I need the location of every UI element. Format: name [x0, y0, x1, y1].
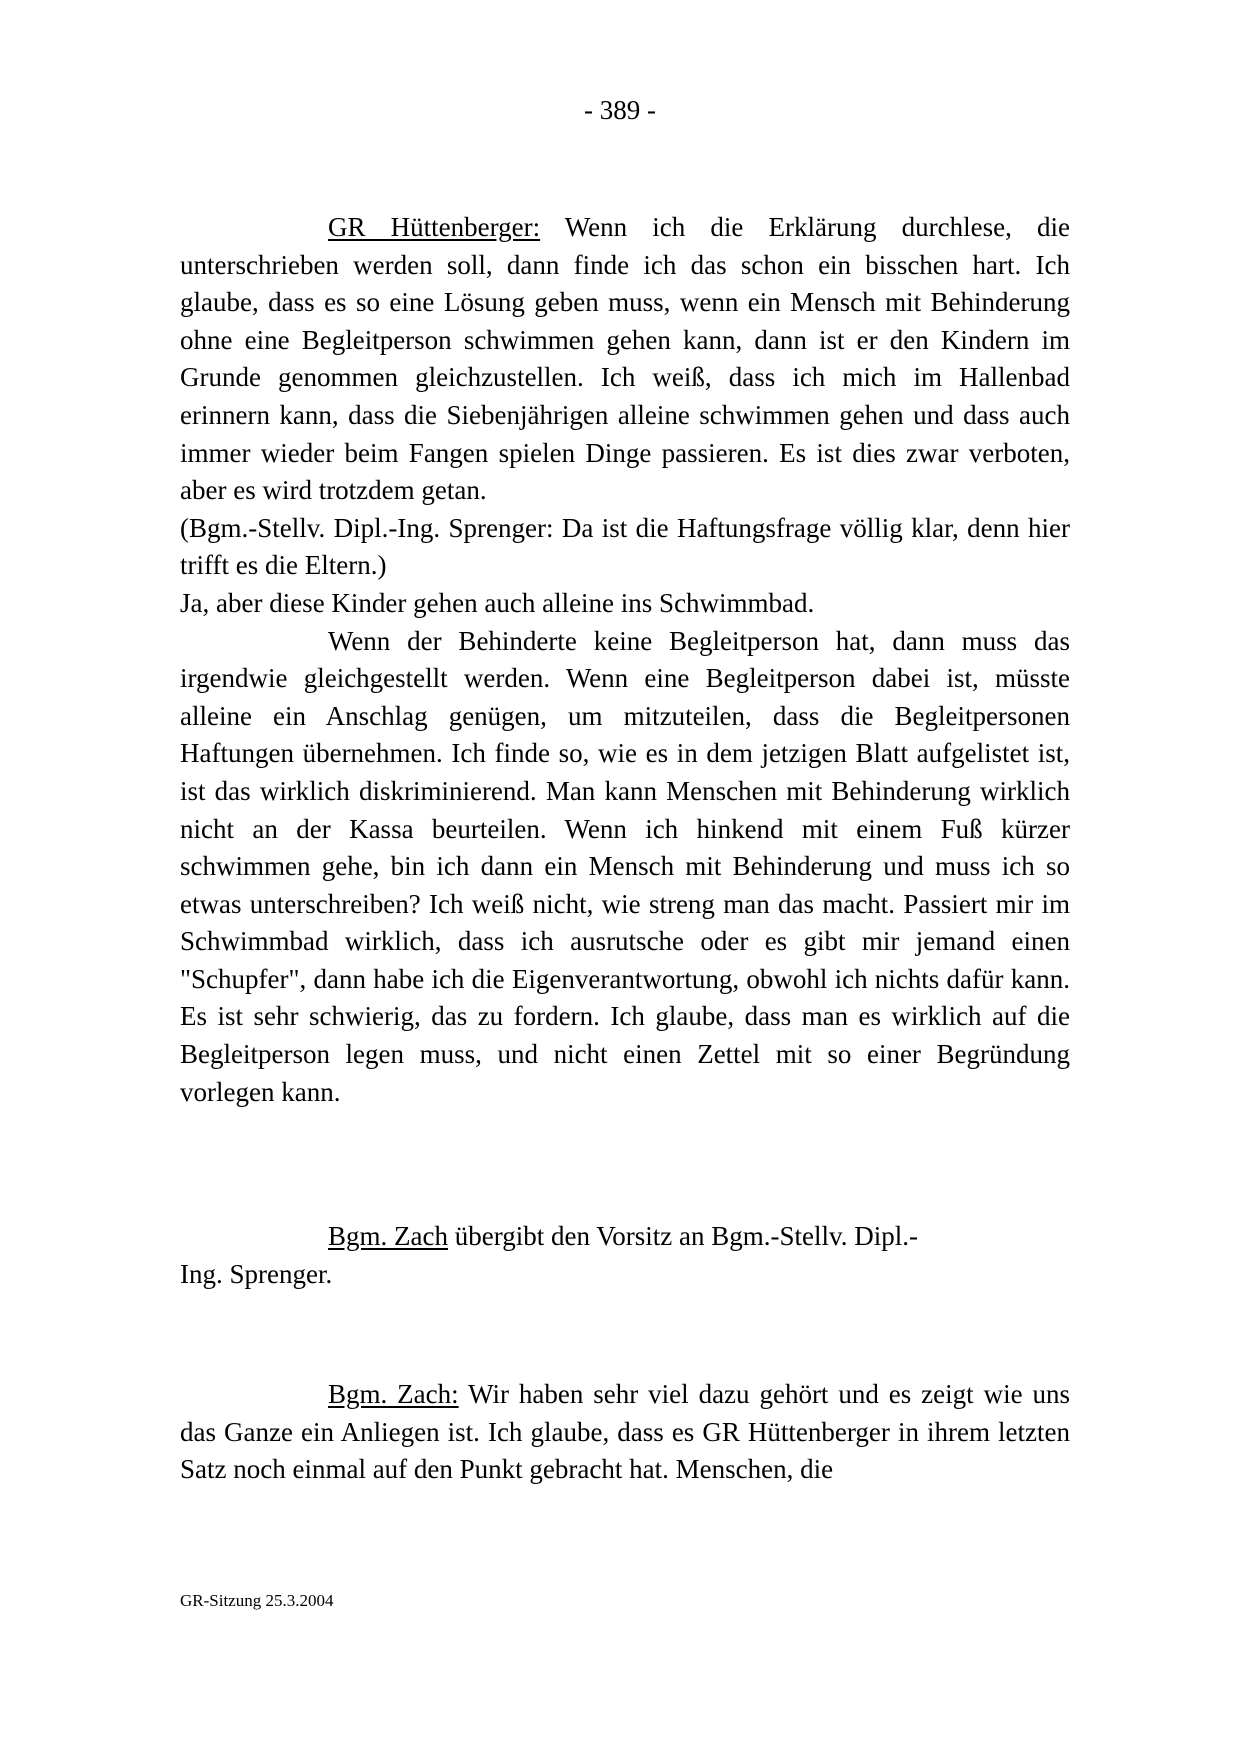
speaker-name: Bgm. Zach:: [328, 1379, 459, 1409]
speech-block-huettenberger: [180, 209, 1070, 1111]
speech-paragraph: [180, 1376, 1070, 1489]
speaker-name: GR Hüttenberger:: [328, 212, 541, 242]
handover-paragraph: [180, 1218, 1070, 1293]
page-footer: GR-Sitzung 25.3.2004: [180, 1591, 334, 1610]
speech-block-zach: [180, 1376, 1070, 1489]
page-number: - 389 -: [584, 95, 656, 125]
speaker-name: Bgm. Zach: [328, 1221, 448, 1251]
handover-text-line2: Ing. Sprenger.: [180, 1258, 333, 1289]
speech-text: Wir haben sehr viel dazu gehört und es zeigt wie uns das Ganze ein Anliegen ist. Ich glaube, dass es GR Hüttenberger in ihrem letzten Satz noch einmal auf den Punkt gebracht hat. Menschen, die: [180, 1379, 1070, 1485]
interjection: (Bgm.-Stellv. Dipl.-Ing. Sprenger: Da ist die Haftungsfrage völlig klar, denn hier trifft es die Eltern.): [180, 512, 1070, 581]
handover-text: übergibt den Vorsitz an Bgm.-Stellv. Dipl.-: [447, 1221, 918, 1251]
chair-handover-note: [180, 1218, 1070, 1293]
speech-text: Wenn ich die Erklärung durchlese, die unterschrieben werden soll, dann finde ich das schon ein bisschen hart. Ich glaube, dass es so eine Lösung geben muss, wenn ein Mensch mit Behinderung ohne eine Begleitperson schwimmen gehen kann, dann ist er den Kindern im Grunde genommen gleichzustellen. Ich weiß, dass ich mich im Hallenbad erinnern kann, dass die Siebenjährigen alleine schwimmen gehen und dass auch immer wieder beim Fangen spielen Dinge passieren. Es ist dies zwar verboten, aber es wird trotzdem getan.: [180, 212, 1070, 506]
reply-line: Ja, aber diese Kinder gehen auch alleine ins Schwimmbad.: [180, 587, 815, 618]
speech-continuation: Wenn der Behinderte keine Begleitperson hat, dann muss das irgendwie gleichgestellt werden. Wenn eine Begleitperson dabei ist, müsste alleine ein Anschlag genügen, um mitzuteilen, dass die Begleitpersonen Haftungen übernehmen. Ich finde so, wie es in dem jetzigen Blatt aufgelistet ist, ist das wirklich diskriminierend. Man kann Menschen mit Behinderung wirklich nicht an der Kassa beurteilen. Wenn ich hinkend mit einem Fuß kürzer schwimmen gehe, bin ich dann ein Mensch mit Behinderung und muss ich so etwas unterschreiben? Ich weiß nicht, wie streng man das macht. Passiert mir im Schwimmbad wirklich, dass ich ausrutsche oder es gibt mir jemand einen "Schupfer", dann habe ich die Eigenverantwortung, obwohl ich nichts dafür kann. Es ist sehr schwierig, das zu fordern. Ich glaube, dass man es wirklich auf die Begleitperson legen muss, und nicht einen Zettel mit so einer Begründung vorlegen kann.: [180, 625, 1070, 1107]
speech-paragraph: [180, 209, 1070, 510]
